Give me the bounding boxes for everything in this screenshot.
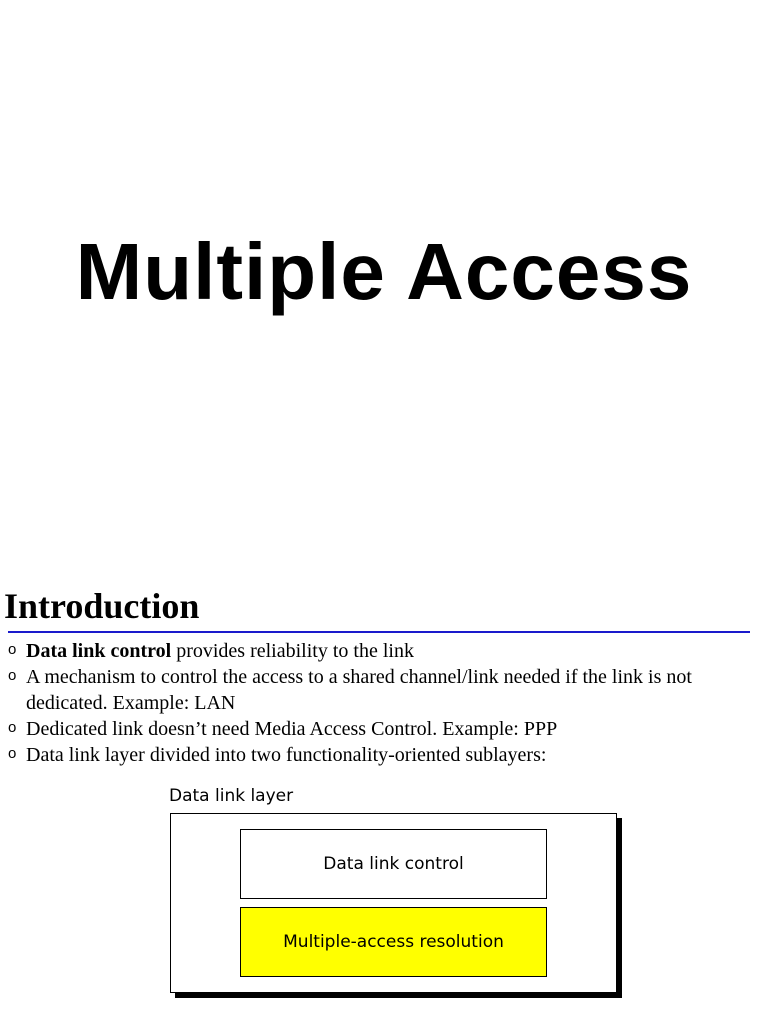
section-heading: Introduction xyxy=(4,586,200,626)
multiple-access-resolution-label: Multiple-access resolution xyxy=(283,932,504,952)
data-link-control-label: Data link control xyxy=(323,854,464,874)
bullet-marker: o xyxy=(8,719,17,736)
heading-divider xyxy=(8,631,750,633)
bullet-marker: o xyxy=(8,641,17,658)
bullet-text: A mechanism to control the access to a shared channel/link needed if the link is not dedicated. Example: LAN xyxy=(26,666,692,714)
diagram-label: Data link layer xyxy=(169,786,294,806)
bullet-list xyxy=(8,638,748,768)
bullet-marker: o xyxy=(8,745,17,762)
slide-title: Multiple Access xyxy=(75,227,693,316)
bullet-text: Dedicated link doesn’t need Media Access Control. Example: PPP xyxy=(26,718,558,740)
multiple-access-resolution-box xyxy=(240,907,547,977)
data-link-control-box xyxy=(240,829,547,899)
bullet-text: Data link layer divided into two functionality-oriented sublayers: xyxy=(26,744,547,766)
bullet-item xyxy=(8,638,748,664)
bullet-bold-text: Data link control xyxy=(26,640,172,662)
bullet-item xyxy=(8,742,748,768)
bullet-item xyxy=(8,716,748,742)
bullet-item xyxy=(8,664,748,716)
bullet-marker: o xyxy=(8,667,17,684)
bullet-text: provides reliability to the link xyxy=(171,640,414,662)
